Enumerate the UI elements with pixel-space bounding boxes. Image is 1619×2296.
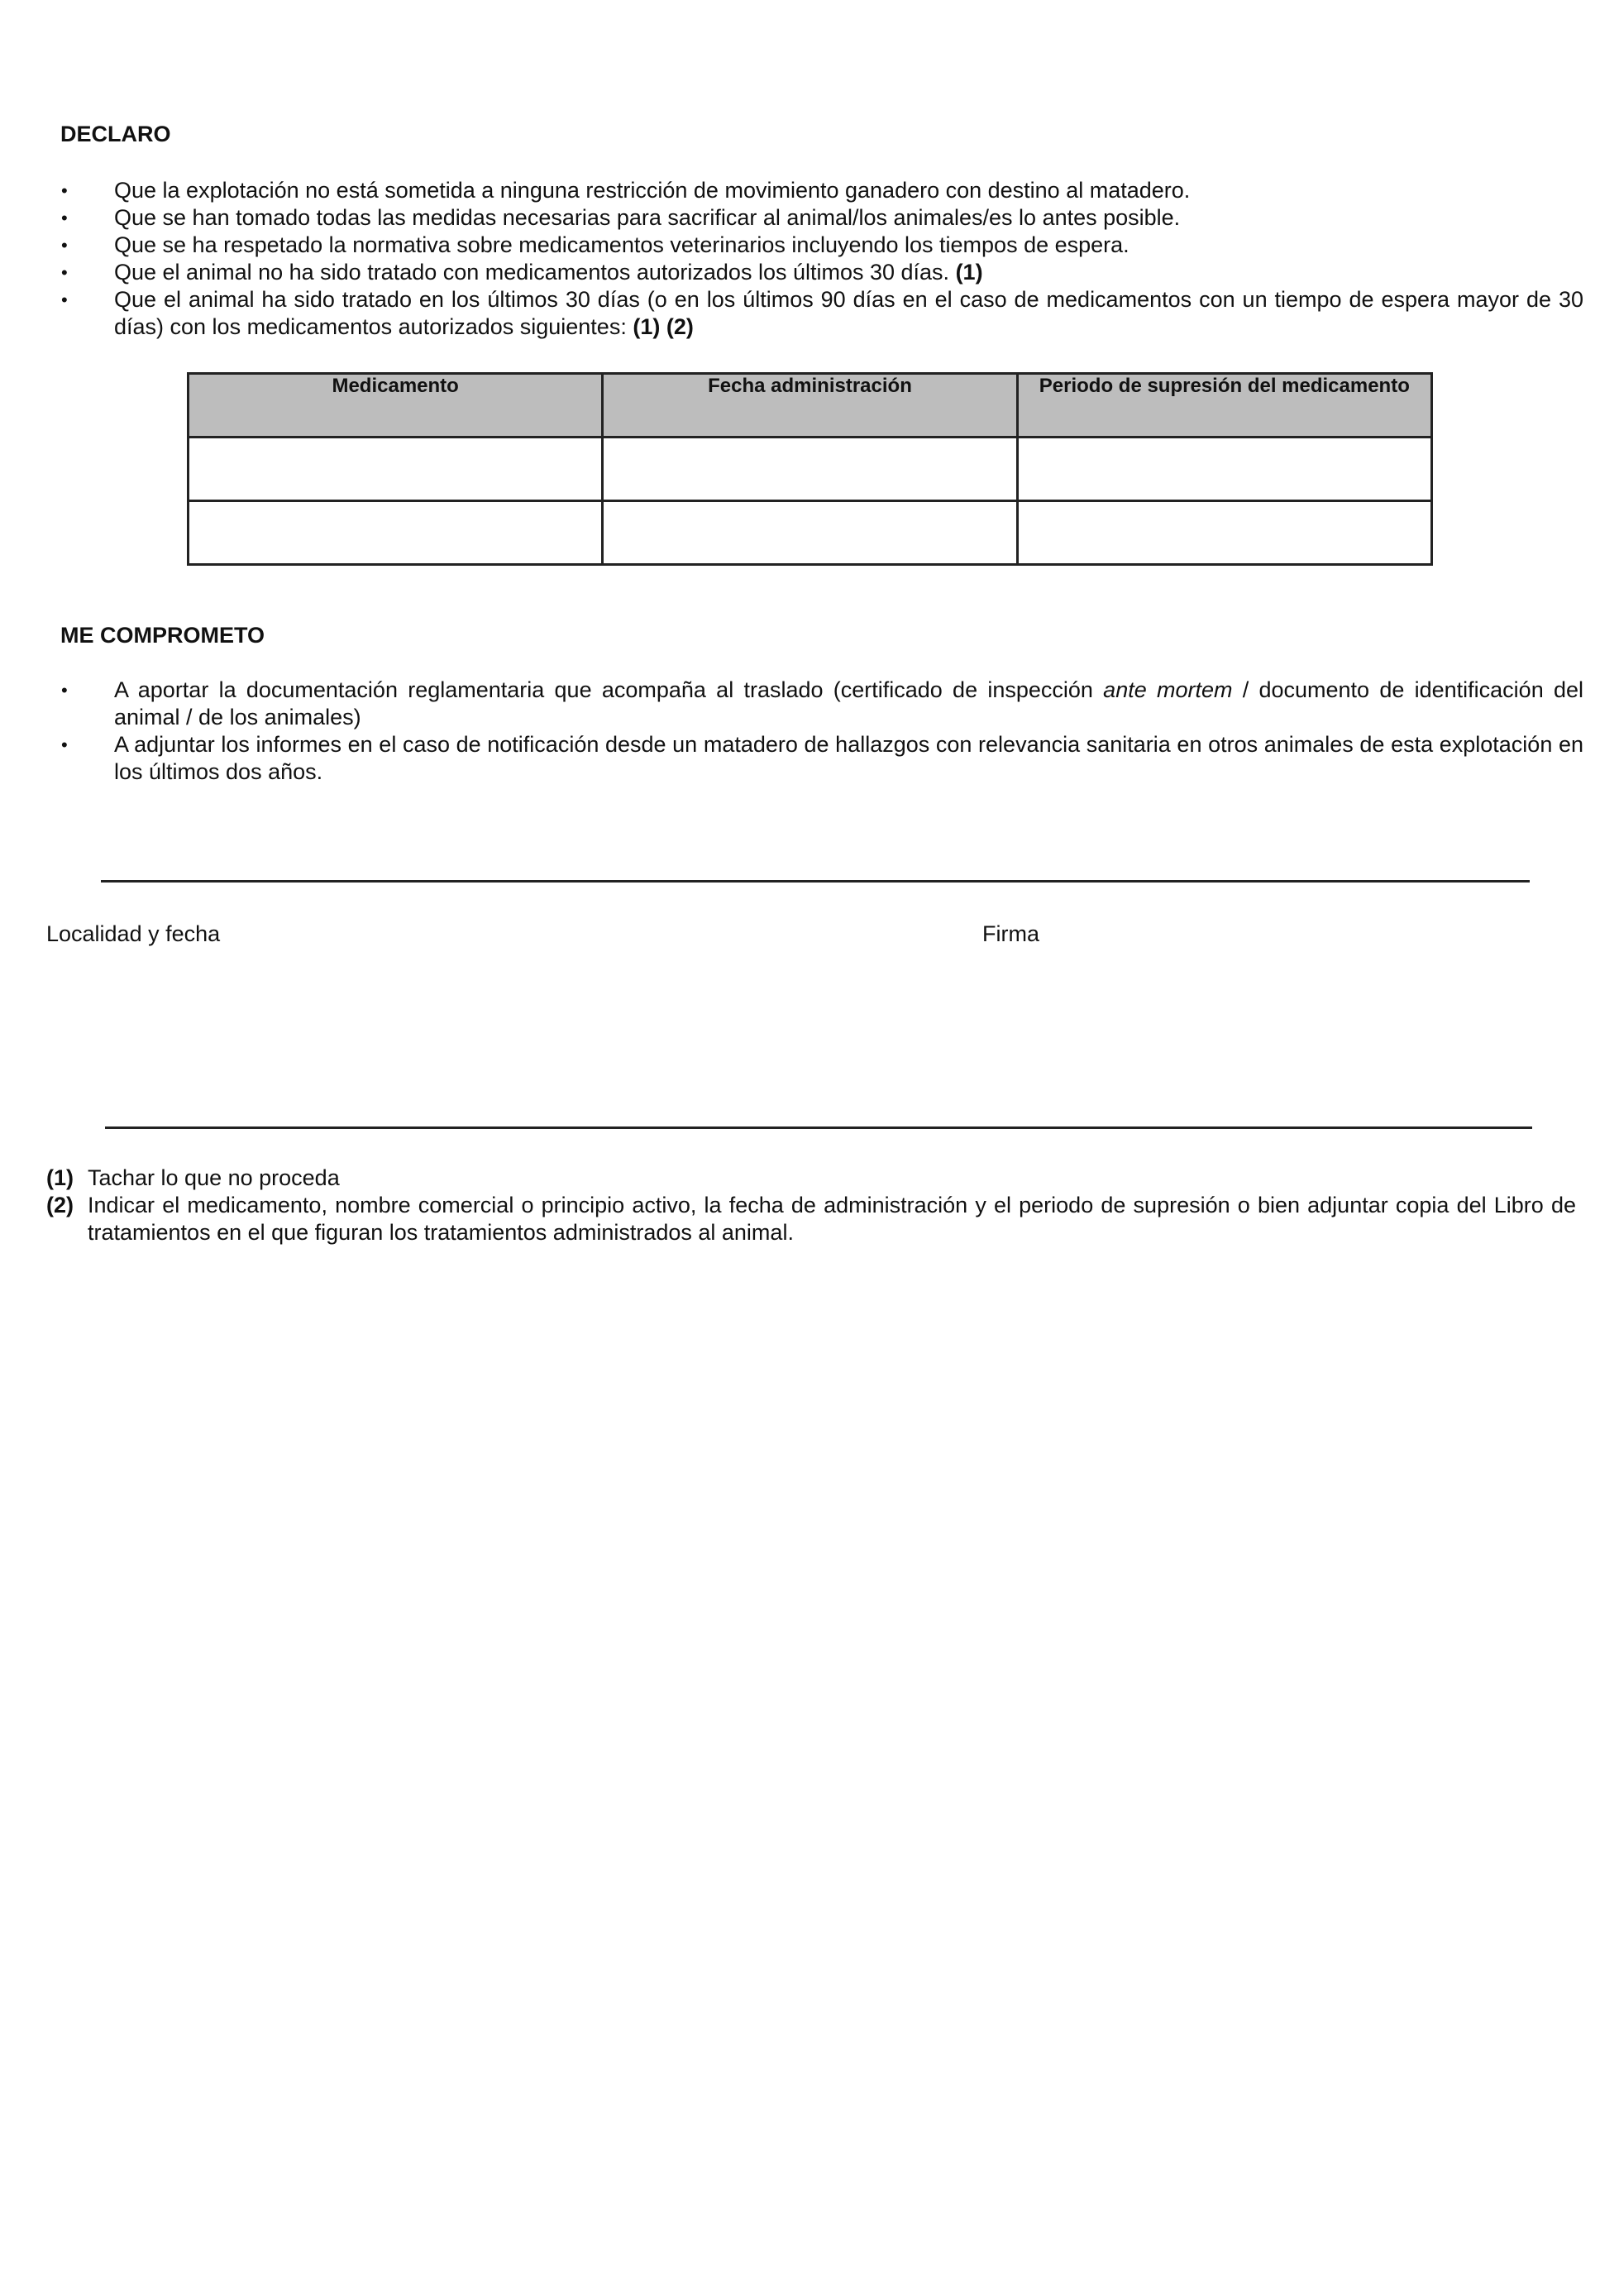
table-cell[interactable] bbox=[603, 438, 1017, 501]
me-comprometo-item-2 bbox=[58, 731, 1583, 786]
bullet-icon: • bbox=[61, 235, 68, 256]
me-comprometo-item-1 bbox=[58, 677, 1583, 731]
footnote-mark: (1) bbox=[46, 1165, 74, 1190]
medication-table bbox=[187, 372, 1433, 566]
column-header-medicamento: Medicamento bbox=[189, 374, 603, 438]
footnote-1 bbox=[46, 1165, 1576, 1192]
bullet-icon: • bbox=[61, 680, 68, 701]
column-header-periodo: Periodo de supresión del medicamento bbox=[1017, 374, 1431, 438]
declaro-item-1 bbox=[58, 177, 1583, 204]
me-comprometo-item-text: A aportar la documentación reglamentaria que acompaña al traslado (certificado de inspección bbox=[114, 677, 1104, 702]
bullet-icon: • bbox=[61, 289, 68, 310]
table-row bbox=[189, 438, 1432, 501]
location-date-label: Localidad y fecha bbox=[46, 921, 221, 946]
footnotes bbox=[46, 1165, 1576, 1246]
footnote-text: Tachar lo que no proceda bbox=[88, 1165, 340, 1190]
declaro-item-text: Que el animal no ha sido tratado con medicamentos autorizados los últimos 30 días. bbox=[114, 260, 956, 285]
footnote-ref: (1) (2) bbox=[633, 314, 694, 339]
me-comprometo-item-italic: ante mortem bbox=[1103, 677, 1233, 702]
declaro-item-3 bbox=[58, 232, 1583, 259]
table-cell[interactable] bbox=[1017, 438, 1431, 501]
declaro-item-4 bbox=[58, 259, 1583, 286]
signature-label: Firma bbox=[982, 921, 1039, 946]
declaro-item-5 bbox=[58, 286, 1583, 341]
bullet-icon: • bbox=[61, 262, 68, 283]
footnote-ref: (1) bbox=[955, 260, 983, 285]
signature-line-top bbox=[101, 880, 1530, 883]
table-cell[interactable] bbox=[189, 501, 603, 565]
table-row bbox=[189, 501, 1432, 565]
me-comprometo-item-text: A adjuntar los informes en el caso de notificación desde un matadero de hallazgos con relevancia sanitaria en otros animales de esta explotación en los últimos dos años. bbox=[114, 732, 1583, 784]
declaro-item-text: Que el animal ha sido tratado en los últimos 30 días (o en los últimos 90 días en el caso de medicamentos con un tiempo de espera mayor de 30 días) con los medicamentos autorizados siguientes: bbox=[114, 287, 1583, 339]
me-comprometo-list bbox=[58, 677, 1583, 786]
footnote-mark: (2) bbox=[46, 1193, 74, 1217]
me-comprometo-item-text: / documento de identificación del animal / de los animales) bbox=[114, 677, 1583, 729]
me-comprometo-heading: ME COMPROMETO bbox=[60, 623, 265, 648]
declaro-heading: DECLARO bbox=[60, 122, 171, 146]
table-cell[interactable] bbox=[1017, 501, 1431, 565]
declaro-item-text: Que se ha respetado la normativa sobre medicamentos veterinarios incluyendo los tiempos de espera. bbox=[114, 232, 1129, 257]
column-header-fecha: Fecha administración bbox=[603, 374, 1017, 438]
table-cell[interactable] bbox=[603, 501, 1017, 565]
signature-line-bottom bbox=[105, 1126, 1532, 1129]
bullet-icon: • bbox=[61, 180, 68, 201]
declaro-item-text: Que la explotación no está sometida a ninguna restricción de movimiento ganadero con destino al matadero. bbox=[114, 178, 1191, 203]
declaro-item-text: Que se han tomado todas las medidas necesarias para sacrificar al animal/los animales/es lo antes posible. bbox=[114, 205, 1181, 230]
footnote-2 bbox=[46, 1192, 1576, 1246]
table-cell[interactable] bbox=[189, 438, 603, 501]
declaro-item-2 bbox=[58, 204, 1583, 232]
table-header-row bbox=[189, 374, 1432, 438]
declaro-list bbox=[58, 177, 1583, 341]
bullet-icon: • bbox=[61, 208, 68, 228]
bullet-icon: • bbox=[61, 734, 68, 755]
footnote-text: Indicar el medicamento, nombre comercial o principio activo, la fecha de administración y el periodo de supresión o bien adjuntar copia del Libro de tratamientos en el que figuran los tratamientos administrados al animal. bbox=[88, 1193, 1576, 1245]
